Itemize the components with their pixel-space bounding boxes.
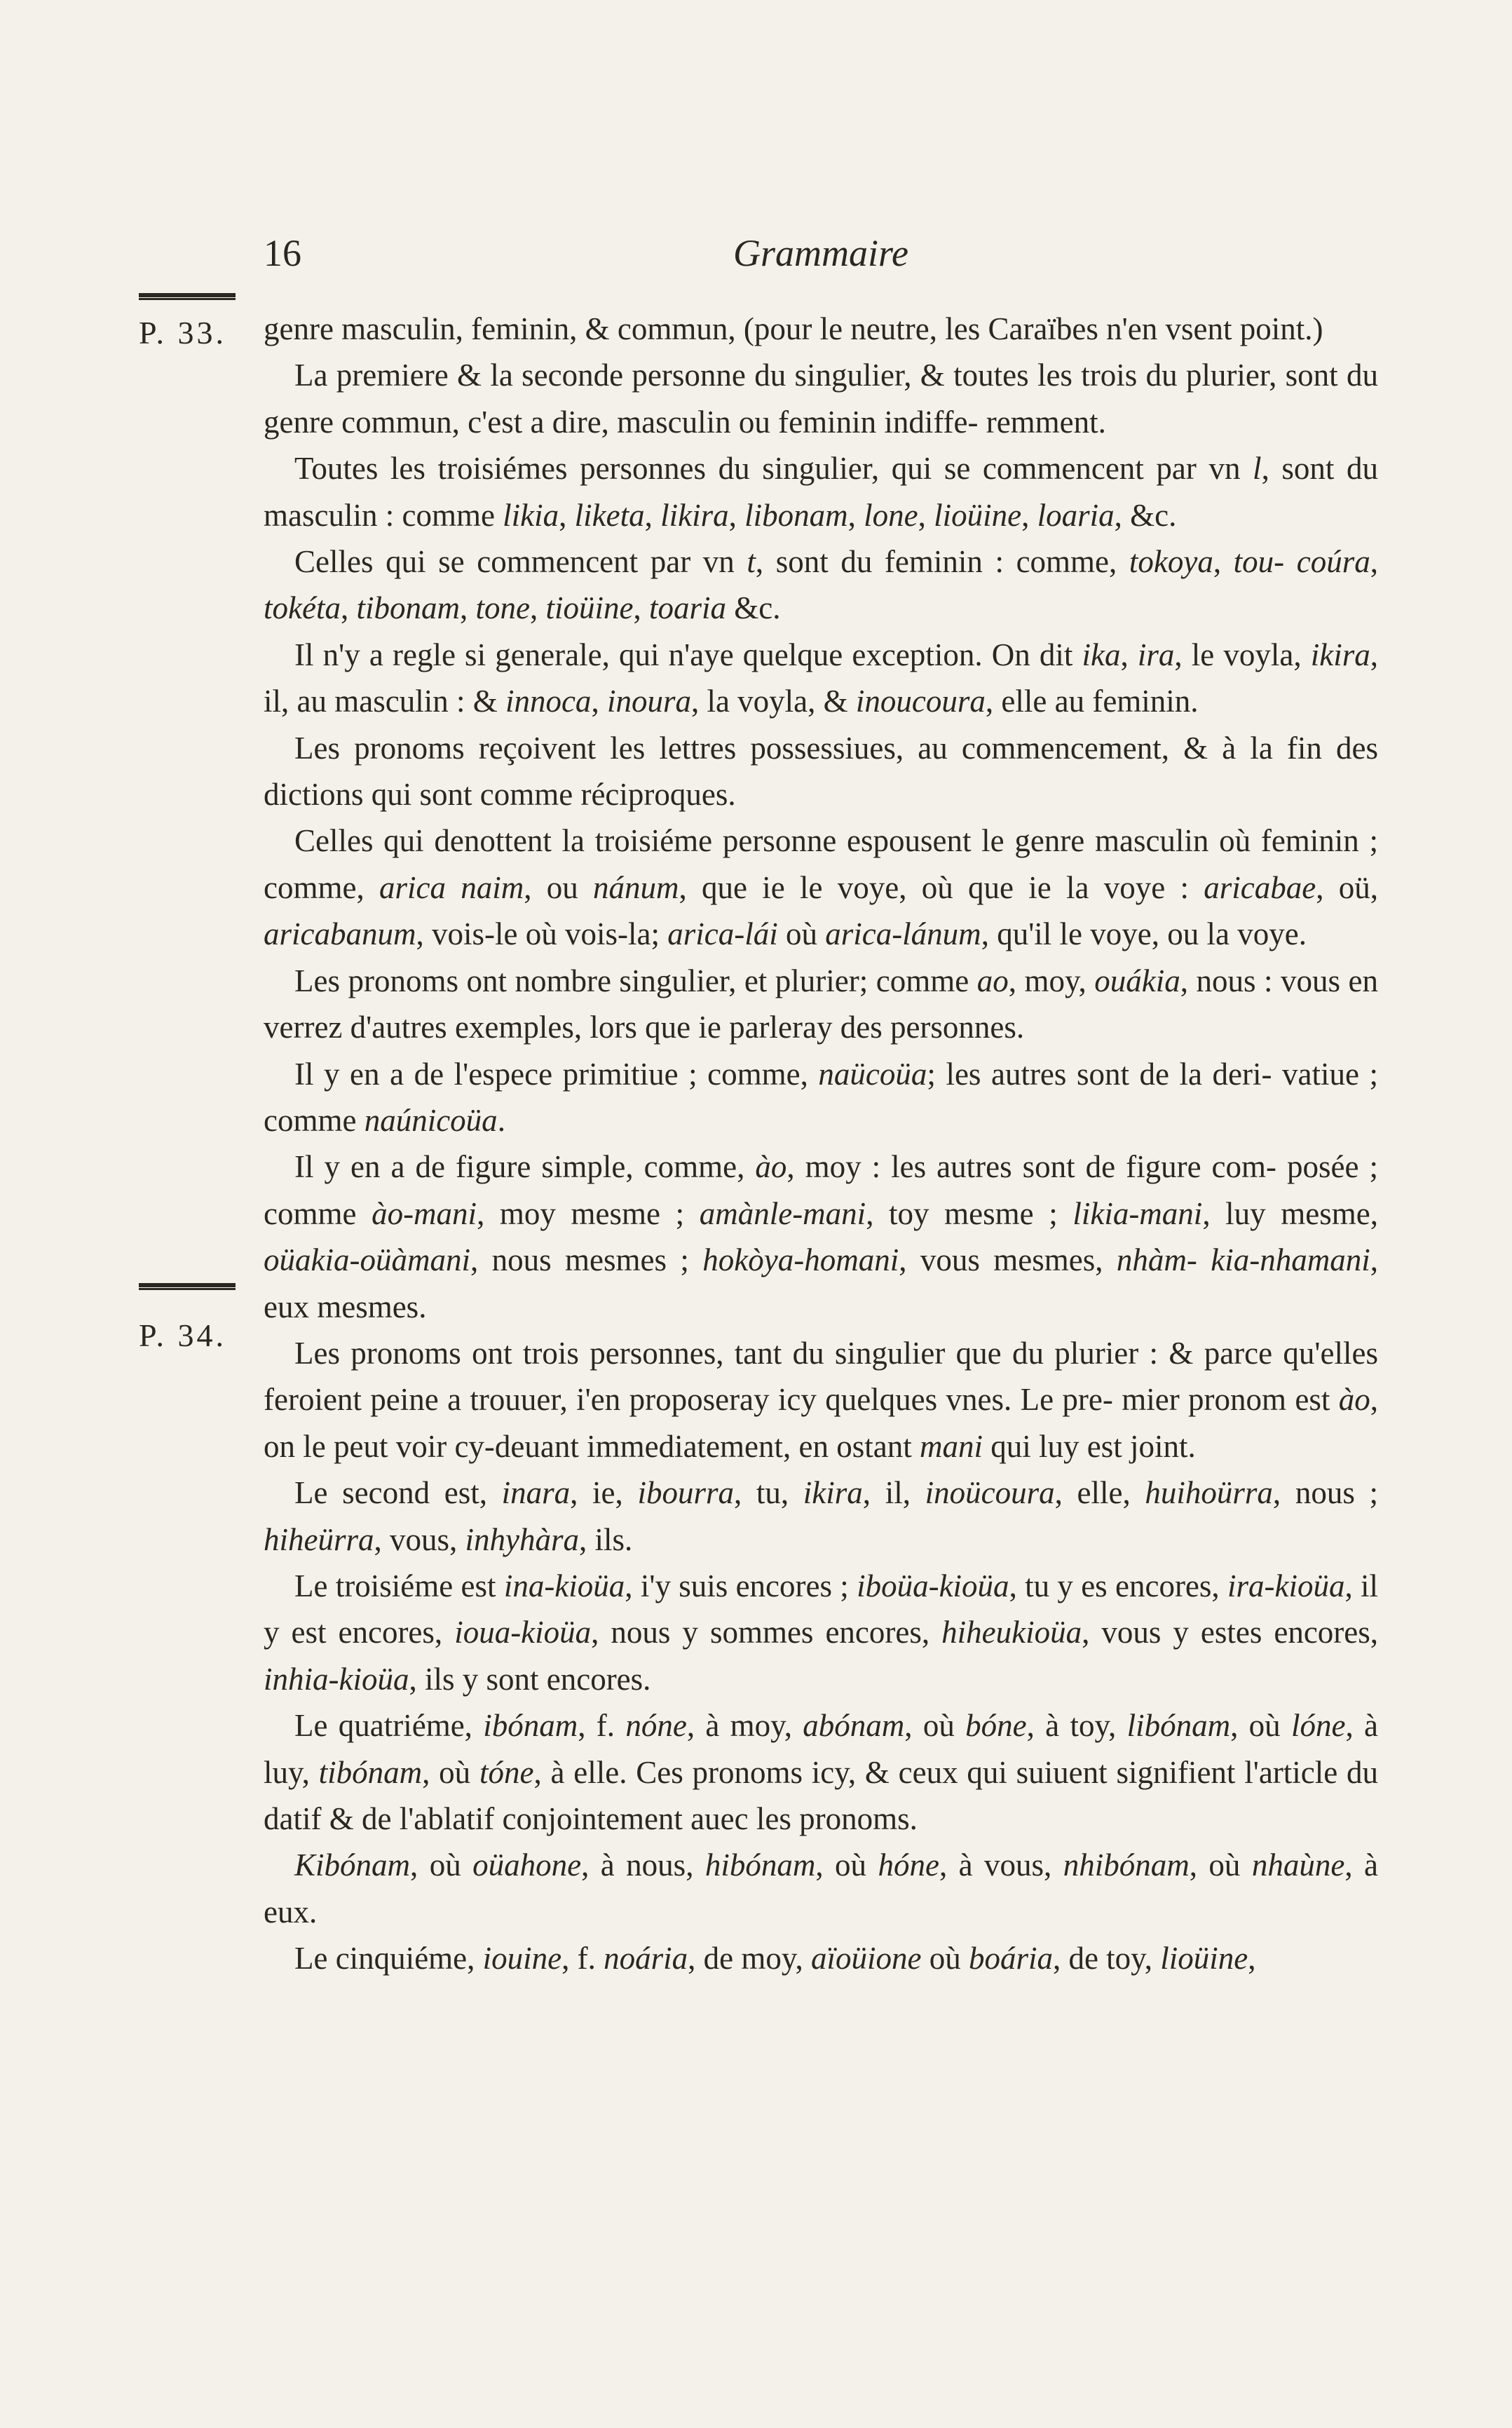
italic-term: inara <box>501 1475 571 1511</box>
text-run: , nous : vous en verrez d'autres exemples, lors que ie parleray des personnes. <box>264 963 1378 1045</box>
text-run: , qu'il le voye, ou la voye. <box>981 916 1307 952</box>
text-run: , <box>459 590 476 626</box>
text-run: , nous ; <box>1272 1475 1378 1511</box>
text-run: , elle, <box>1054 1475 1145 1511</box>
paragraph <box>264 1051 1378 1144</box>
text-run: , où <box>1189 1847 1252 1883</box>
text-run: . <box>497 1102 505 1138</box>
text-run: , <box>633 590 649 626</box>
italic-term: inoura <box>606 684 691 719</box>
text-run: , moy, <box>1008 963 1095 998</box>
text-run: , à luy, <box>264 1708 1378 1790</box>
paragraph <box>264 306 1378 352</box>
text-run: Toutes les troisiémes personnes du singulier, qui se commencent par vn <box>294 451 1253 487</box>
text-run: , moy : les autres sont de figure com- posée ; comme <box>264 1149 1378 1231</box>
italic-term: ibourra <box>637 1475 734 1511</box>
text-run: , à toy, <box>1026 1708 1127 1744</box>
italic-term: mani <box>919 1428 983 1464</box>
italic-term: Kibónam <box>294 1847 411 1883</box>
italic-term: ào <box>755 1149 787 1185</box>
italic-term: oüahone <box>472 1847 582 1883</box>
text-run: , de toy, <box>1052 1941 1161 1976</box>
italic-term: ikira <box>803 1475 863 1511</box>
italic-term: t <box>747 544 756 580</box>
italic-term: inoücoura <box>925 1475 1055 1511</box>
text-run: , <box>644 497 661 533</box>
text-run: , à nous, <box>581 1847 705 1883</box>
margin-reference: P. 34. <box>139 1317 226 1353</box>
italic-term: lóne <box>1290 1708 1346 1744</box>
text-run: Les pronoms ont nombre singulier, et plurier; comme <box>294 963 977 998</box>
text-run: , ou <box>524 869 594 905</box>
text-run: Les pronoms reçoivent les lettres possessiues, au commencement, & à la fin des dictions qui sont comme réciproques. <box>264 730 1378 813</box>
margin-reference: P. 33. <box>139 315 226 351</box>
italic-term: lioüine <box>1160 1941 1248 1976</box>
italic-term: nhaùne <box>1251 1847 1345 1883</box>
italic-term: libonam <box>744 497 848 533</box>
italic-term: hibónam <box>704 1847 816 1883</box>
running-head: Grammaire <box>733 232 908 274</box>
italic-term: iboüa-kioüa <box>857 1568 1009 1603</box>
italic-term: tóne <box>479 1754 534 1790</box>
text-run: La premiere & la seconde personne du singulier, & toutes les trois du plurier, sont du genre commun, c'est a dire, masculin ou feminin indiffe- remment. <box>264 358 1378 440</box>
text-run: , vous, <box>374 1521 465 1557</box>
text-run: , où <box>815 1847 878 1883</box>
italic-term: likira <box>660 497 729 533</box>
body-text <box>264 306 1378 1982</box>
italic-term: hokòya-homani <box>702 1242 899 1278</box>
text-run: où <box>777 916 826 952</box>
text-run: , elle au feminin. <box>985 684 1199 719</box>
italic-term: naúnicoüa <box>364 1102 498 1138</box>
text-run: , <box>529 590 546 626</box>
text-run: , <box>1370 544 1378 580</box>
paragraph <box>264 445 1378 538</box>
text-run: , toy mesme ; <box>866 1195 1073 1231</box>
paragraph <box>264 1702 1378 1842</box>
italic-term: oüakia-oüàmani <box>264 1242 470 1278</box>
text-run: , f. <box>561 1941 604 1976</box>
italic-term: arica naim <box>379 869 524 905</box>
italic-term: tou- coúra <box>1233 544 1370 580</box>
text-run: , i'y suis encores ; <box>625 1568 857 1603</box>
italic-term: noária <box>604 1941 688 1976</box>
italic-term: inoucoura <box>855 684 986 719</box>
italic-term: bóne <box>965 1708 1027 1744</box>
text-run: Le cinquiéme, <box>294 1941 483 1976</box>
paragraph <box>264 1330 1378 1470</box>
paragraph <box>264 352 1378 445</box>
margin-rule <box>139 1283 236 1290</box>
text-run: Le quatriéme, <box>294 1708 484 1744</box>
text-run: , où <box>410 1847 473 1883</box>
italic-term: nóne <box>625 1708 687 1744</box>
text-run: Il y en a de l'espece primitiue ; comme, <box>294 1056 819 1092</box>
text-run: , que ie le voye, où que ie la voye : <box>679 869 1204 905</box>
text-run: , où <box>422 1754 479 1790</box>
italic-term: inhia-kioüa <box>264 1661 409 1697</box>
paragraph <box>264 1842 1378 1935</box>
text-run: , <box>847 497 864 533</box>
italic-term: arica-lái <box>667 916 778 952</box>
italic-term: innoca <box>505 684 592 719</box>
text-run: , <box>728 497 745 533</box>
italic-term: ira-kioüa <box>1227 1568 1345 1603</box>
text-run: , <box>1120 637 1138 672</box>
italic-term: aricabae <box>1204 869 1316 905</box>
text-run: , tu y es encores, <box>1009 1568 1227 1603</box>
text-run: , vous y estes encores, <box>1082 1615 1379 1650</box>
paragraph <box>264 632 1378 725</box>
text-run: , la voyla, & <box>690 684 856 719</box>
italic-term: tibonam <box>356 590 460 626</box>
text-run: , le voyla, <box>1174 637 1311 672</box>
italic-term: lone <box>864 497 918 533</box>
text-run: , eux mesmes. <box>264 1242 1378 1324</box>
text-run: genre masculin, feminin, & commun, (pour le neutre, les Caraïbes n'en vsent point.) <box>264 311 1323 346</box>
text-run: Le second est, <box>294 1475 502 1511</box>
text-run: Il n'y a regle si generale, qui n'aye quelque exception. On dit <box>294 637 1082 672</box>
italic-term: huihoürra <box>1145 1475 1273 1511</box>
text-run: qui luy est joint. <box>982 1428 1196 1464</box>
text-run: , à eux. <box>264 1847 1378 1929</box>
text-run: Le troisiéme est <box>294 1568 504 1603</box>
italic-term: ouákia <box>1094 963 1180 998</box>
italic-term: ao <box>976 963 1009 998</box>
text-run: , ils y sont encores. <box>409 1661 651 1697</box>
paragraph <box>264 1935 1378 1981</box>
paragraph <box>264 1144 1378 1330</box>
italic-term: abónam <box>803 1708 905 1744</box>
italic-term: hiheürra <box>264 1521 374 1557</box>
italic-term: ào <box>1338 1382 1370 1418</box>
text-run: ; les autres sont de la deri- vatiue ; comme <box>264 1056 1378 1138</box>
italic-term: ioua-kioüa <box>454 1615 592 1650</box>
italic-term: ào-mani <box>372 1195 477 1231</box>
paragraph <box>264 725 1378 818</box>
text-run: , <box>1213 544 1234 580</box>
text-run: , <box>1021 497 1037 533</box>
italic-term: nhàm- kia-nhamani <box>1116 1242 1370 1278</box>
italic-term: toaria <box>648 590 726 626</box>
text-run: , <box>918 497 934 533</box>
italic-term: ikira <box>1310 637 1370 672</box>
text-run: , ils. <box>579 1521 633 1557</box>
text-run: , <box>340 590 357 626</box>
text-run: , &c. <box>1114 497 1177 533</box>
paragraph <box>264 1470 1378 1563</box>
text-run: où <box>921 1941 969 1976</box>
italic-term: lioüine <box>934 497 1022 533</box>
italic-term: libónam <box>1126 1708 1231 1744</box>
page-header <box>264 231 1378 280</box>
text-run: , sont du masculin : comme <box>264 451 1379 533</box>
italic-term: tibónam <box>318 1754 423 1790</box>
text-run: Celles qui se commencent par vn <box>294 544 747 580</box>
italic-term: likia-mani <box>1072 1195 1203 1231</box>
text-run: Les pronoms ont trois personnes, tant du singulier que du plurier : & parce qu'elles feroient peine a trouuer, i'en proposeray icy quelques vnes. Le pre- mier pronom est <box>264 1335 1378 1418</box>
italic-term: arica-lánum <box>825 916 981 952</box>
italic-term: ina-kioüa <box>503 1568 625 1603</box>
text-run: , oü, <box>1316 869 1379 905</box>
text-run: , à elle. Ces pronoms icy, & ceux qui suiuent signifient l'article du datif & de l'ablatif conjointement auec les pronoms. <box>264 1754 1379 1836</box>
italic-term: l <box>1253 451 1262 487</box>
paragraph <box>264 538 1378 632</box>
italic-term: amànle-mani <box>699 1195 866 1231</box>
text-run: Il y en a de figure simple, comme, <box>294 1149 756 1185</box>
text-run: , nous mesmes ; <box>470 1242 703 1278</box>
italic-term: nhibónam <box>1063 1847 1190 1883</box>
text-run: , il y est encores, <box>264 1568 1379 1650</box>
italic-term: aïoüione <box>810 1941 922 1976</box>
italic-term: tioüine <box>545 590 634 626</box>
paragraph <box>264 818 1378 957</box>
paragraph <box>264 1563 1378 1702</box>
italic-term: naücoüa <box>818 1056 927 1092</box>
italic-term: aricabanum <box>264 916 416 952</box>
text-run: , luy mesme, <box>1202 1195 1378 1231</box>
paragraph <box>264 958 1378 1051</box>
text-run: , ie, <box>570 1475 638 1511</box>
text-run: , où <box>904 1708 966 1744</box>
italic-term: ibónam <box>483 1708 578 1744</box>
text-run: , moy mesme ; <box>477 1195 700 1231</box>
margin-rule <box>139 293 236 300</box>
italic-term: loaria <box>1037 497 1115 533</box>
text-run: , <box>1248 1941 1256 1976</box>
text-run: , où <box>1230 1708 1291 1744</box>
italic-term: inhyhàra <box>465 1521 580 1557</box>
text-run: , on le peut voir cy-deuant immediatement, en ostant <box>264 1382 1378 1464</box>
page-number: 16 <box>264 232 301 274</box>
text-run: &c. <box>726 590 781 626</box>
text-run: , f. <box>578 1708 626 1744</box>
text-run: Celles qui denottent la troisiéme personne espousent le genre masculin où feminin ; comme, <box>264 823 1378 905</box>
text-run: , de moy, <box>688 1941 811 1976</box>
italic-term: liketa <box>574 497 645 533</box>
text-run: , à vous, <box>939 1847 1063 1883</box>
italic-term: hiheukioüa <box>941 1615 1082 1650</box>
text-run: , il, <box>862 1475 925 1511</box>
italic-term: boária <box>968 1941 1053 1976</box>
text-run: , nous y sommes encores, <box>591 1615 942 1650</box>
text-run: , vous mesmes, <box>899 1242 1117 1278</box>
text-run: , vois-le où vois-la; <box>416 916 668 952</box>
text-run: , tu, <box>733 1475 803 1511</box>
italic-term: tokéta <box>264 590 341 626</box>
italic-term: nánum <box>593 869 679 905</box>
italic-term: hóne <box>878 1847 939 1883</box>
text-run: , <box>559 497 575 533</box>
text-run: , <box>591 684 607 719</box>
italic-term: tone <box>475 590 530 626</box>
italic-term: ika <box>1082 637 1121 672</box>
italic-term: tokoya <box>1129 544 1213 580</box>
italic-term: iouine <box>482 1941 562 1976</box>
text-run: , sont du feminin : comme, <box>755 544 1129 580</box>
italic-term: likia <box>503 497 559 533</box>
text-run: , à moy, <box>686 1708 803 1744</box>
italic-term: ira <box>1137 637 1175 672</box>
text-run: , il, au masculin : & <box>264 637 1378 719</box>
